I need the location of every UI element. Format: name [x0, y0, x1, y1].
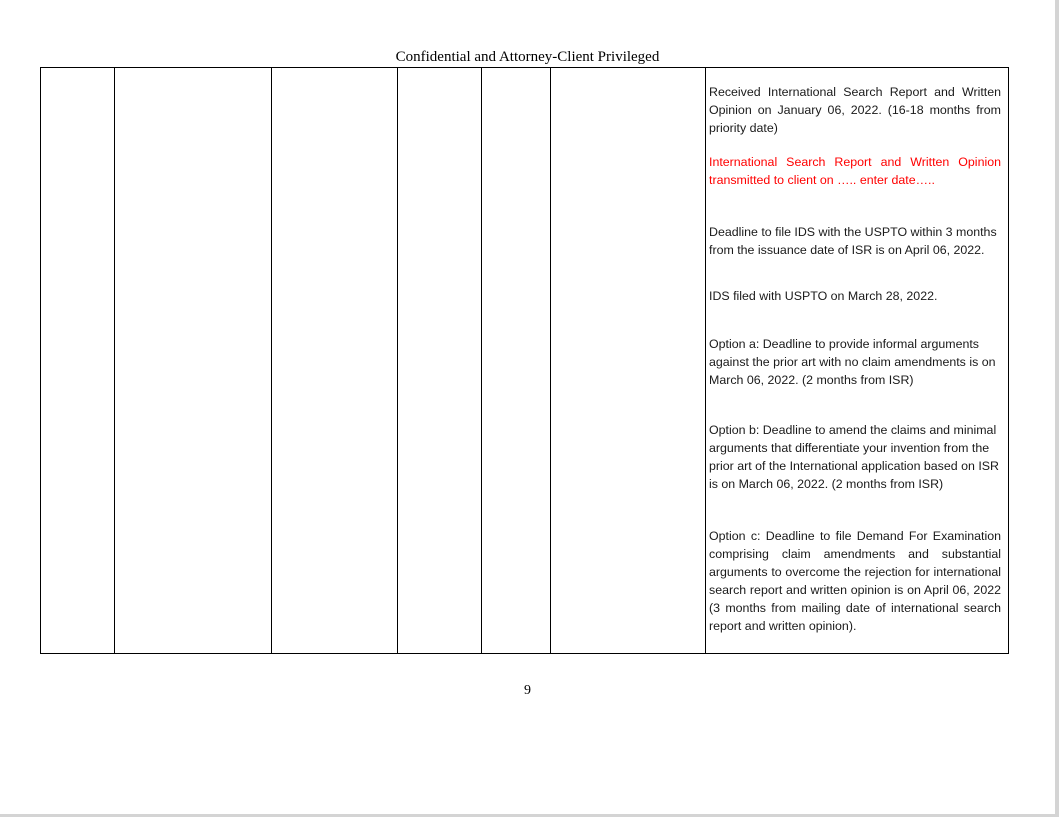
table-column-divider — [271, 68, 272, 653]
option-c-note: Option c: Deadline to file Demand For Examination comprising claim amendments and substantial arguments to overcome the rejection for international search report and written opinion is on April 06, 2022 (3 months from mailing date of international search report and written opinion). — [709, 529, 1001, 633]
table-column-divider — [705, 68, 706, 653]
confidentiality-header: Confidential and Attorney-Client Privileged — [395, 49, 660, 65]
table-column-divider — [397, 68, 398, 653]
isr-received-note: Received International Search Report and Written Opinion on January 06, 2022. (16-18 months from priority date) — [709, 85, 1001, 135]
ids-filed-note: IDS filed with USPTO on March 28, 2022. — [709, 289, 938, 303]
table-column-divider — [550, 68, 551, 653]
table-column-divider — [481, 68, 482, 653]
table-column-divider — [114, 68, 115, 653]
ids-deadline-note: Deadline to file IDS with the USPTO within 3 months from the issuance date of ISR is on April 06, 2022. — [709, 225, 997, 257]
isr-transmitted-note: International Search Report and Written Opinion transmitted to client on ….. enter date….. — [709, 155, 1001, 187]
viewer-scrollbar-edge — [1055, 0, 1059, 817]
page-number: 9 — [524, 683, 531, 698]
option-a-note: Option a: Deadline to provide informal arguments against the prior art with no claim amendments is on March 06, 2022. (2 months from ISR) — [709, 337, 996, 387]
option-b-note: Option b: Deadline to amend the claims and minimal arguments that differentiate your invention from the prior art of the International application based on ISR is on March 06, 2022. (2 months from ISR) — [709, 423, 999, 491]
